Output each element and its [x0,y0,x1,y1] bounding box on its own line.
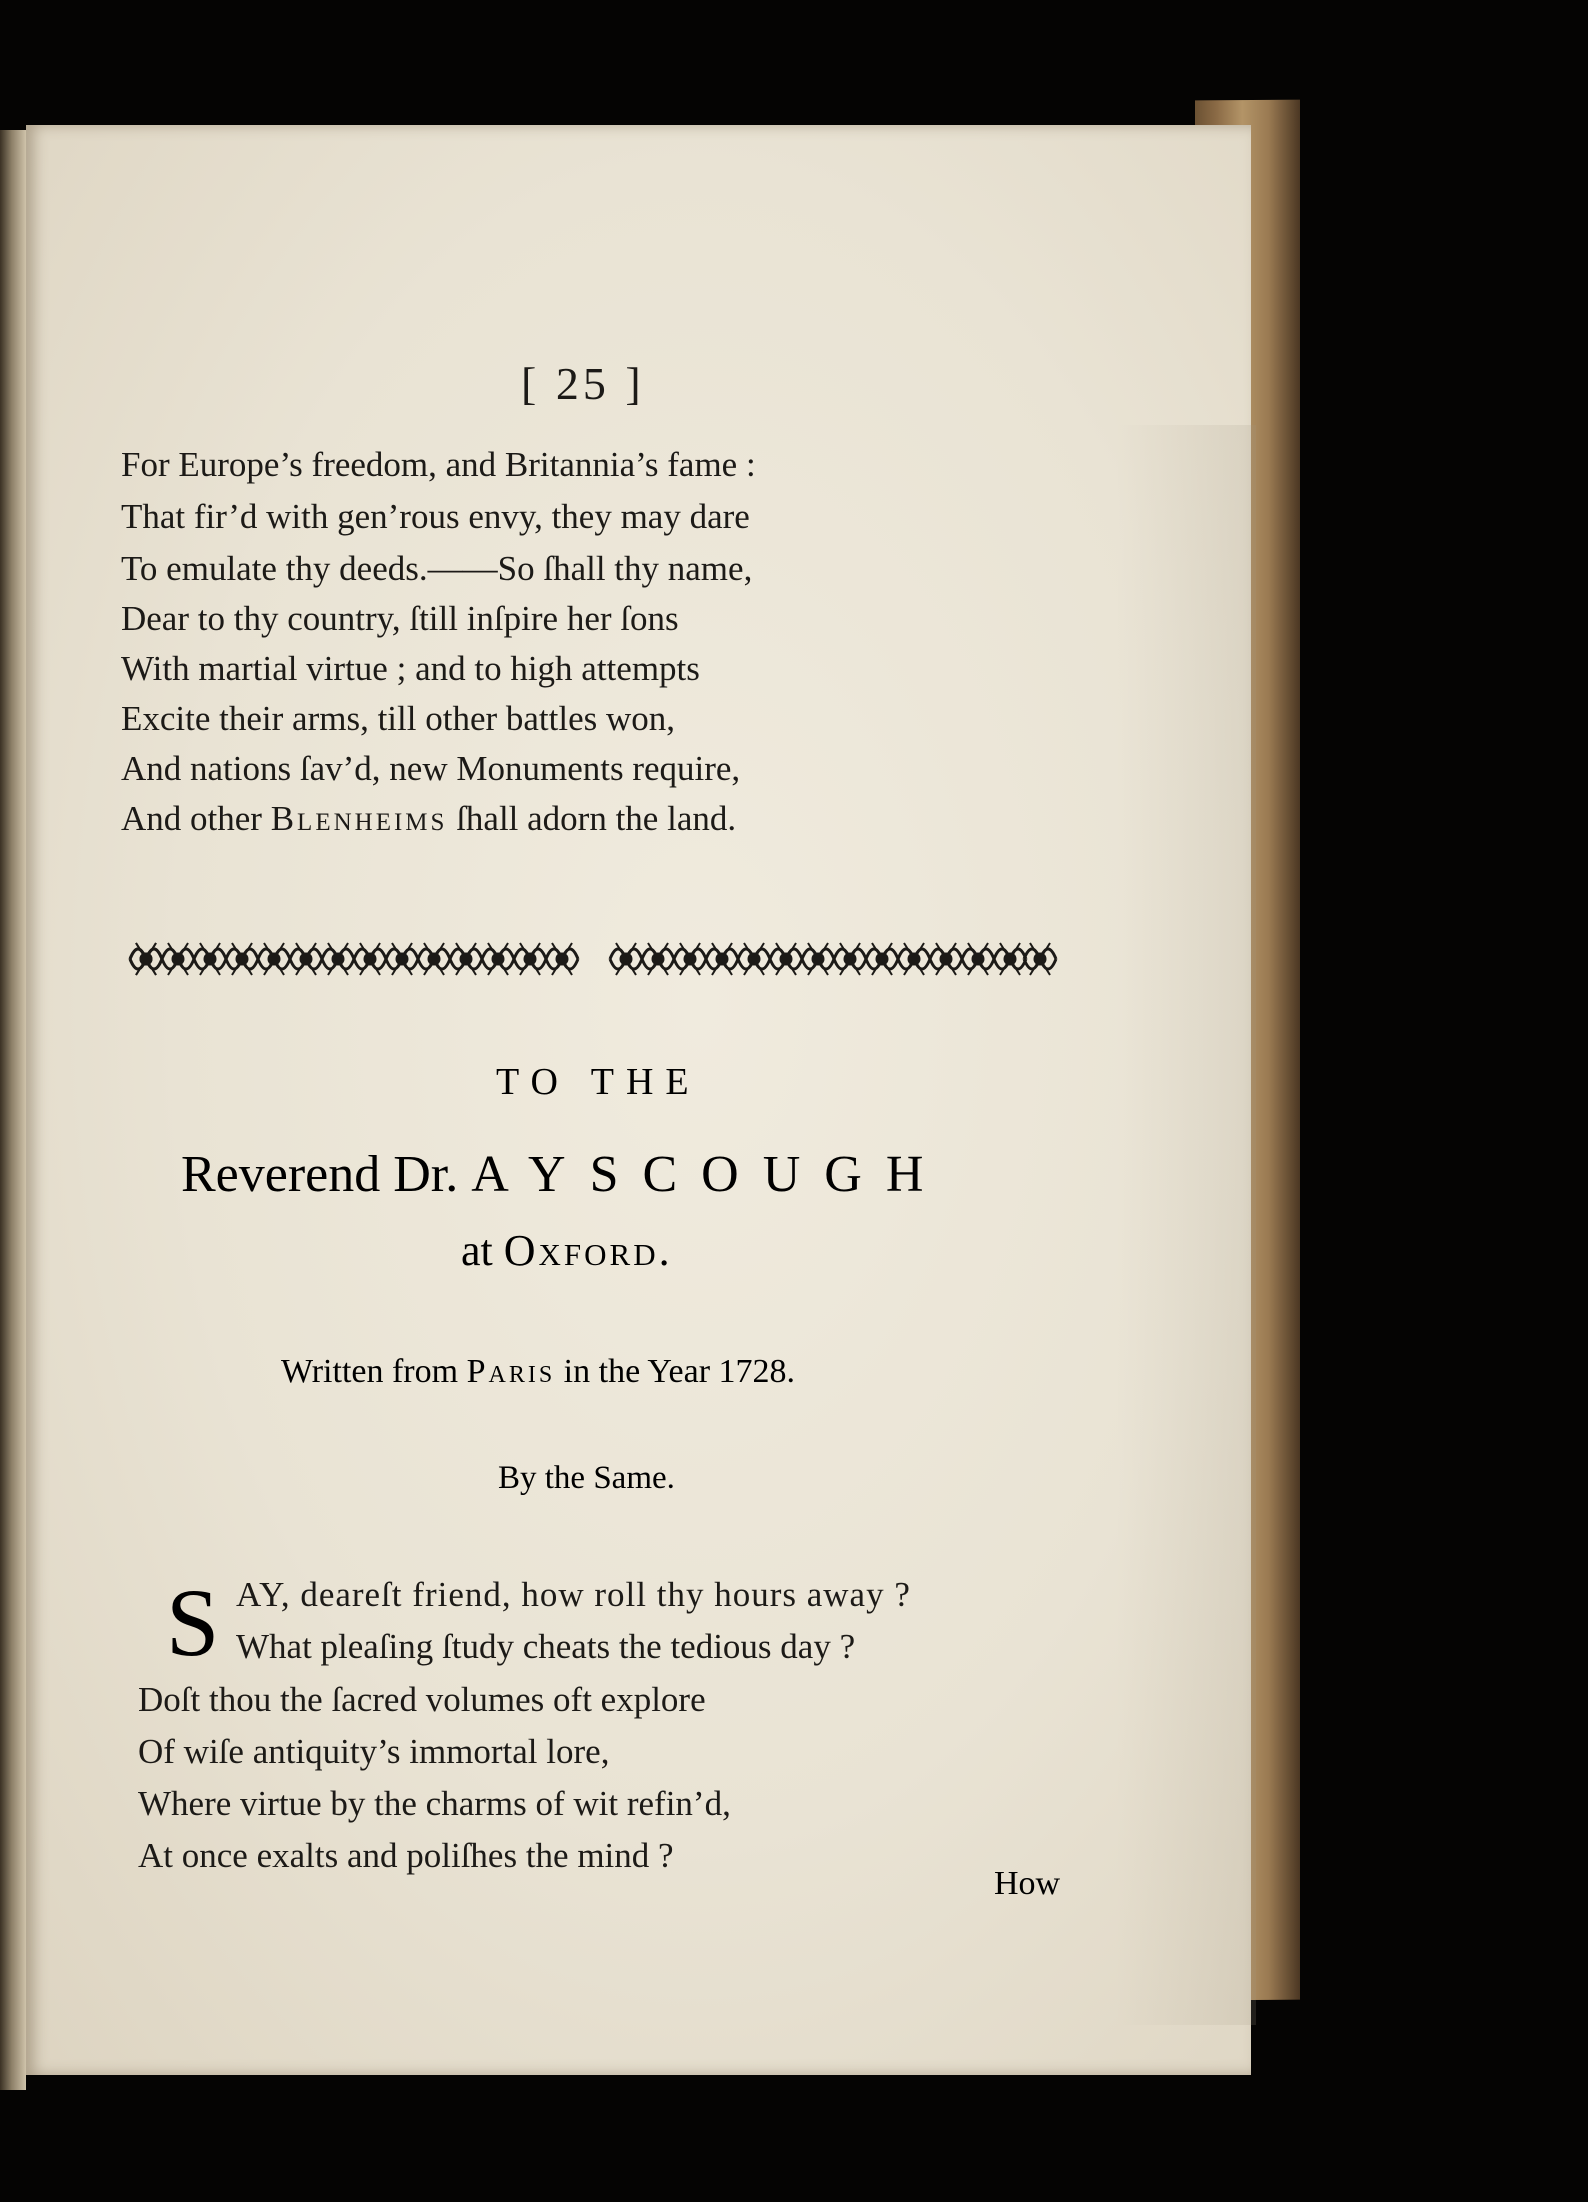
verse-line: Of wiſe antiquity’s immortal lore, [138,1732,610,1771]
paris-small-caps: Paris [466,1353,556,1390]
attribution: By the Same. [498,1460,675,1496]
ornamental-border [126,933,1061,985]
written-text: Written from [281,1353,467,1390]
verse-line: At once exalts and poliſhes the mind ? [138,1836,674,1875]
written-from-line [281,1353,795,1391]
verse-line: Where virtue by the charms of wit refin’d, [138,1784,731,1823]
verse-line: That fir’d with gen’rous envy, they may dare [121,497,750,536]
verse-line: What pleaſing ſtudy cheats the tedious day ? [236,1627,856,1666]
left-page-edge [0,130,26,2090]
verse-line: And nations ſav’d, new Monuments require, [121,749,741,788]
heading-reverend: Reverend Dr. [181,1146,459,1203]
heading-location [461,1225,673,1276]
verse-line: AY, deareſt friend, how roll thy hours away ? [236,1575,911,1614]
page-number: [ 25 ] [521,358,645,409]
blenheims-small-caps: Blenheims [270,799,448,838]
verse-line [121,799,736,839]
heading-name: AYSCOUGH [471,1146,948,1203]
verse-line: Dear to thy country, ſtill inſpire her ſons [121,599,679,638]
verse-line: To emulate thy deeds.——So ſhall thy name, [121,549,753,588]
heading-at: at [461,1226,493,1275]
verse-line: Excite their arms, till other battles won, [121,699,676,738]
verse-line: Doſt thou the ſacred volumes oft explore [138,1680,706,1719]
written-text: in the Year 1728. [555,1353,796,1390]
catchword: How [994,1865,1061,1902]
verse-line: For Europe’s freedom, and Britannia’s fame : [121,445,756,484]
verse-line: With martial virtue ; and to high attempts [121,649,700,688]
heading-oxford: Oxford. [503,1226,673,1275]
verse-text: And other [121,799,271,838]
show-through-shading [1116,425,1256,2025]
verse-text: ſhall adorn the land. [447,799,737,838]
book-page [26,125,1251,2075]
heading-title [181,1145,947,1204]
heading-to-the: TO THE [496,1061,701,1103]
drop-cap-letter: S [166,1569,220,1676]
